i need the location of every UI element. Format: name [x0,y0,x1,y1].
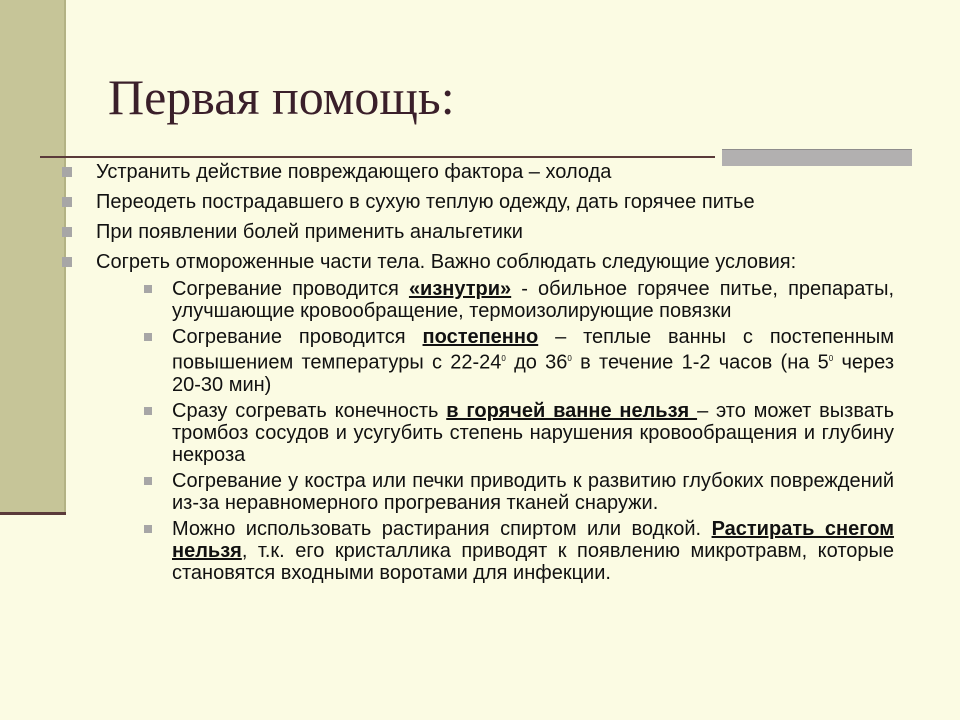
sub-bullet-item [96,470,894,514]
text-part: – это может вызвать тромбоз сосудов и усугубить степень нарушения кровообращения и глубину некроза [172,399,894,466]
sub-bullet-square-icon [144,333,152,341]
bullet-item [62,250,894,584]
bullet-square-icon [62,257,72,267]
text-part: Можно использовать растирания спиртом или водкой. [172,517,712,540]
sub-bullet-square-icon [144,285,152,293]
text-part: через 20-30 мин) [172,351,894,396]
sub-bullet-text [172,400,894,466]
emphasis-text: «изнутри» [408,278,512,300]
emphasis-text: Растирать снегом нельзя [172,517,895,562]
emphasis-text: в горячей ванне нельзя [446,399,698,422]
sub-bullet-square-icon [144,477,152,485]
sub-bullet-item [96,278,894,322]
bullet-list [62,160,894,590]
degree-mark: 0 [828,354,834,363]
bullet-text: Переодеть пострадавшего в сухую теплую одежду, дать горячее питье [96,191,755,213]
page-title: Первая помощь: [108,69,455,125]
sub-bullet-text [172,278,894,322]
sub-bullet-text [172,470,894,514]
bullet-square-icon [62,167,72,177]
bullet-item [62,160,894,184]
bullet-text: Согреть отмороженные части тела. Важно соблюдать следующие условия: [96,251,797,273]
text-part: Согревание проводится [172,278,409,300]
bullet-text: При появлении болей применить анальгетики [96,221,523,243]
sub-bullet-text [172,518,894,584]
bullet-text: Устранить действие повреждающего фактора – холода [96,161,612,183]
emphasis-text: постепенно [422,326,539,348]
text-part: – теплые ванны с постепенным повышением температуры с 22-24 [172,326,894,374]
text-part: , т.к. его кристаллика приводят к появлению микротравм, которые становятся входными воротами для инфекции. [172,539,894,584]
degree-mark: 0 [567,354,572,363]
bullet-square-icon [62,197,72,207]
bullet-item [62,190,894,214]
bullet-square-icon [62,227,72,237]
title-divider [40,156,715,158]
bullet-item [62,220,894,244]
sub-bullet-item [96,326,894,396]
text-part: Согревание проводится [172,326,423,348]
text-part: Сразу согревать конечность [172,399,447,422]
text-part: Согревание у костра или печки приводить к развитию глубоких повреждений из-за неравномерного прогревания тканей снаружи. [172,469,894,514]
sub-bullet-item [96,518,894,584]
text-part: в течение 1-2 часов (на 5 [571,351,829,374]
sub-bullet-item [96,400,894,466]
text-part: - обильное горячее питье, препараты, улучшающие кровообращение, термоизолирующие повязки [172,278,895,322]
sub-bullet-square-icon [144,525,152,533]
left-accent-bar [0,0,66,512]
sub-bullet-square-icon [144,407,152,415]
text-part: до 36 [505,351,568,374]
sub-bullet-text [172,326,894,396]
degree-mark: 0 [501,354,506,363]
sub-bullet-list [96,278,894,584]
